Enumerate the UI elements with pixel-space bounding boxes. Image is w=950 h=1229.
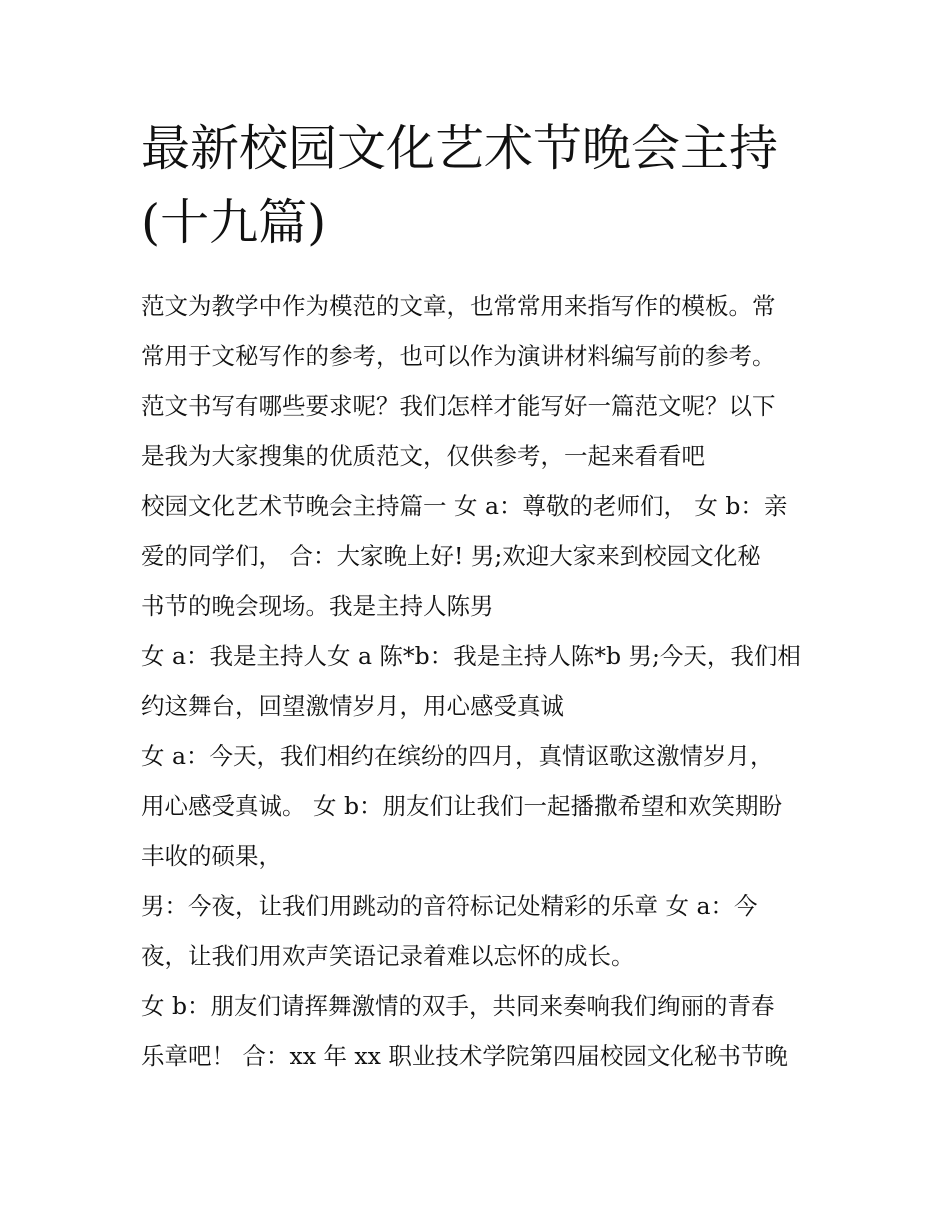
title-line: 最新校园文化艺术节晚会主持 (141, 120, 779, 177)
body-line: 校园文化艺术节晚会主持篇一 女 a：尊敬的老师们， 女 b：亲 (141, 492, 788, 520)
document-title (141, 112, 821, 260)
body-line: 夜，让我们用欢声笑语记录着难以忘怀的成长。 (141, 942, 635, 970)
body-line: 范文书写有哪些要求呢？我们怎样才能写好一篇范文呢？以下 (141, 392, 776, 420)
body-line: 用心感受真诚。 女 b：朋友们让我们一起播撒希望和欢笑期盼 (141, 792, 782, 820)
body-line: 女 b：朋友们请挥舞激情的双手，共同来奏响我们绚丽的青春 (141, 992, 775, 1020)
body-line: 丰收的硕果， (141, 842, 282, 870)
document-content (141, 112, 821, 1081)
title-line: (十九篇) (141, 194, 327, 251)
body-line: 书节的晚会现场。我是主持人陈男 (141, 592, 494, 620)
body-line: 约这舞台，回望激情岁月，用心感受真诚 (141, 692, 564, 720)
body-line: 常用于文秘写作的参考，也可以作为演讲材料编写前的参考。 (141, 342, 776, 370)
document-body (141, 281, 821, 1081)
body-line: 女 a：我是主持人女 a 陈*b：我是主持人陈*b 男;今天，我们相 (141, 642, 801, 670)
body-line: 乐章吧！ 合：xx 年 xx 职业技术学院第四届校园文化秘书节晚 (141, 1042, 788, 1070)
body-line: 女 a：今天，我们相约在缤纷的四月，真情讴歌这激情岁月， (141, 742, 774, 770)
body-line: 范文为教学中作为模范的文章，也常常用来指写作的模板。常 (141, 292, 776, 320)
body-line: 爱的同学们， 合：大家晚上好! 男;欢迎大家来到校园文化秘 (141, 542, 761, 570)
body-line: 男：今夜，让我们用跳动的音符标记处精彩的乐章 女 a：今 (141, 892, 758, 920)
body-line: 是我为大家搜集的优质范文，仅供参考，一起来看看吧 (141, 442, 705, 470)
